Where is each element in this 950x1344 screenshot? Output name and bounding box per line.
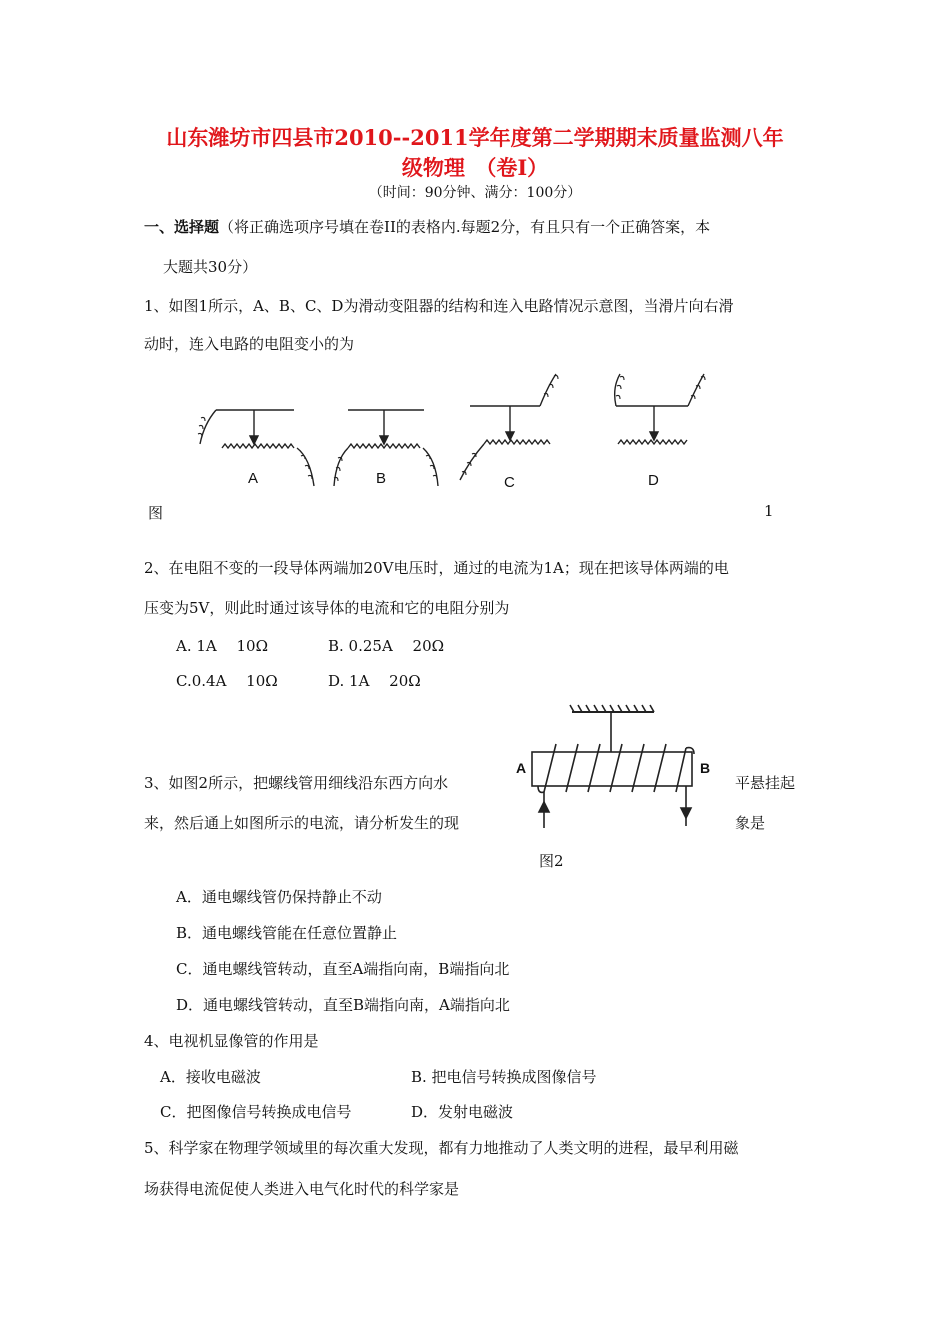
q4-option-c: C．把图像信号转换成电信号 — [160, 1103, 352, 1121]
q1-text-line1: 1、如图1所示，A、B、C、D为滑动变阻器的结构和连入电路情况示意图，当滑片向右滑 — [144, 297, 734, 315]
q3-text-line1-right: 平悬挂起 — [735, 774, 796, 792]
q2-option-b: B. 0.25A 20Ω — [328, 637, 445, 655]
fig1-label-d: D — [648, 472, 659, 489]
figure-2-solenoid — [514, 700, 724, 834]
q3-option-d: D．通电螺线管转动，直至B端指向南，A端指向北 — [176, 996, 510, 1014]
q5-text-line2: 场获得电流促使人类进入电气化时代的科学家是 — [144, 1180, 460, 1198]
q3-text-line1-left: 3、如图2所示，把螺线管用细线沿东西方向水 — [144, 774, 449, 792]
section-heading-line — [144, 216, 710, 237]
q2-text-line2: 压变为5V，则此时通过该导体的电流和它的电阻分别为 — [144, 599, 510, 617]
q3-text-line2-left: 来，然后通上如图所示的电流，请分析发生的现 — [144, 814, 460, 832]
q2-option-a: A. 1A 10Ω — [176, 637, 269, 655]
q4-option-d: D．发射电磁波 — [411, 1103, 514, 1121]
q4-option-a: A．接收电磁波 — [160, 1068, 261, 1086]
exam-info: （时间：90分钟、满分：100分） — [368, 185, 582, 201]
document-title-line2: 级物理 （卷I） — [401, 155, 549, 180]
fig2-label-b: B — [700, 760, 711, 776]
document-title-line1: 山东潍坊市四县市2010--2011学年度第二学期期末质量监测八年 — [166, 125, 784, 150]
rheostat-c — [460, 374, 558, 480]
q3-option-b: B．通电螺线管能在任意位置静止 — [176, 924, 398, 942]
q5-text-line1: 5、科学家在物理学领域里的每次重大发现，都有力地推动了人类文明的进程，最早利用磁 — [144, 1139, 739, 1157]
fig1-caption-left: 图 — [148, 504, 164, 522]
q1-text-line2: 动时，连入电路的电阻变小的为 — [144, 335, 355, 353]
q4-text: 4、电视机显像管的作用是 — [144, 1032, 319, 1050]
q3-option-c: C．通电螺线管转动，直至A端指向南，B端指向北 — [176, 960, 510, 978]
figure-1-rheostats — [188, 366, 718, 496]
fig1-label-a: A — [248, 470, 259, 487]
fig1-label-c: C — [504, 474, 515, 491]
fig1-caption-right: 1 — [764, 502, 774, 520]
section-instruction: （将正确选项序号填在卷II的表格内.每题2分，有且只有一个正确答案，本 — [219, 218, 711, 236]
rheostat-d — [615, 374, 705, 444]
q4-option-b: B. 把电信号转换成图像信号 — [411, 1068, 597, 1086]
section-heading: 一、选择题 — [144, 218, 220, 236]
q2-option-c: C.0.4A 10Ω — [176, 672, 278, 690]
q2-option-d: D. 1A 20Ω — [328, 672, 421, 690]
q2-text-line1: 2、在电阻不变的一段导体两端加20V电压时，通过的电流为1A；现在把该导体两端的电 — [144, 559, 729, 577]
fig2-caption: 图2 — [539, 852, 564, 870]
section-instruction-cont: 大题共30分） — [163, 258, 258, 276]
q3-option-a: A．通电螺线管仍保持静止不动 — [176, 888, 382, 906]
q3-text-line2-right: 象是 — [735, 814, 766, 832]
fig2-label-a: A — [516, 760, 527, 776]
fig1-label-b: B — [376, 470, 387, 487]
